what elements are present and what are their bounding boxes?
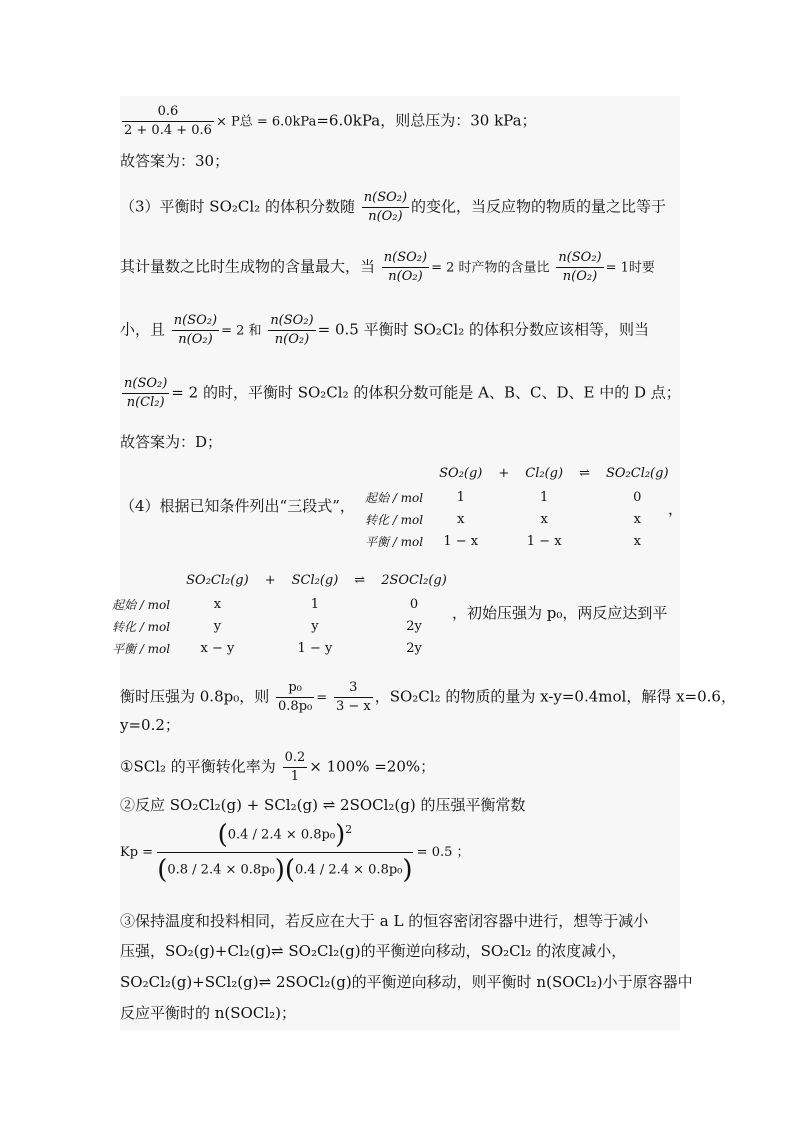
fraction: $\frac{\text{n(SO₂)}}{\text{n(Cl₂)}}$ bbox=[124, 376, 168, 410]
row-label: 转化 / mol bbox=[365, 512, 424, 527]
fraction: $\frac{\text{n(SO₂)}}{\text{n(O₂)}}$ bbox=[558, 250, 602, 284]
fraction: $\frac{0.6}{2 + 0.4 + 0.6}$ bbox=[124, 104, 212, 138]
fraction: $\frac{\text{n(SO₂)}}{\text{n(O₂)}}$ bbox=[383, 250, 428, 284]
eq-term: SO₂(g) bbox=[439, 465, 483, 481]
conversion-rate-line: ①SCl₂ 的平衡转化率为 $\frac{0.2}{1}$ × 100% =20%； bbox=[120, 750, 436, 784]
fraction: $\frac{\text{n(SO₂)}}{\text{n(O₂)}}$ bbox=[270, 313, 314, 347]
part3-line4: $\frac{\text{n(SO₂)}}{\text{n(Cl₂)}}$ = 2 的时，平衡时 SO₂Cl₂ 的体积分数可能是 A、B、C、D、E 中的 D 点； bbox=[124, 376, 681, 410]
kp-fraction: $\frac{(0.4 / 2.4 \times 0.8p_0)^2}{\text{(0.8 / 2.4 × 0.8p₀)(0.4 / 2.4 × 0.8p₀)}}$ bbox=[157, 820, 413, 885]
three-stage-table-2: SO₂Cl₂(g) + SCl₂(g) ⇌ 2SOCl₂(g) 起始 / mol x 1 0 转化 / mol y y 2y 平衡 / mol x − y 1 − y 2y bbox=[112, 567, 455, 659]
kp-intro-line: ②反应 SO₂Cl₂(g) + SCl₂(g) ⇌ 2SOCl₂(g) 的压强平衡常数 bbox=[120, 796, 526, 814]
part3-line3: 小，且 $\frac{\text{n(SO₂)}}{\text{n(O₂)}}$ = 2 和 $\frac{\text{n(SO₂)}}{\text{n(O₂)}}$ = 0.5 平衡时 SO₂Cl₂ 的体积分数应该相等，则当 bbox=[120, 313, 649, 347]
document-page bbox=[120, 96, 680, 1030]
part4-label: （4）根据已知条件列出“三段式”， bbox=[120, 497, 355, 515]
fraction: $\frac{\text{n(SO₂)}}{\text{n(O₂)}}$ bbox=[363, 190, 408, 224]
fraction: $\frac{3}{3 - x}$ bbox=[335, 680, 371, 714]
pressure-ratio-line: 衡时压强为 0.8p₀，则 $\frac{\text{p₀}}{\text{0.8p₀}}$ = $\frac{3}{3 - x}$ ，SO₂Cl₂ 的物质的量为 x-y=0.4mol，解得 x=0.6， bbox=[120, 680, 736, 714]
part3-line2: 其计量数之比时生成物的含量最大，当 $\frac{\text{n(SO₂)}}{\text{n(O₂)}}$ = 2 时产物的含量比 $\frac{\text{n(SO₂)}}{\text{n(O₂)}}$ = 1时要 bbox=[120, 250, 655, 284]
part3c-line2: 压强，SO₂(g)+Cl₂(g)⇌ SO₂Cl₂(g)的平衡逆向移动，SO₂Cl₂ 的浓度减小， bbox=[120, 942, 627, 960]
table1-trail: ， bbox=[668, 500, 684, 518]
part3c-line1: ③保持温度和投料相同，若反应在大于 a L 的恒容密闭容器中进行，想等于减小 bbox=[120, 912, 649, 930]
eq-term: ⇌ bbox=[354, 572, 366, 588]
part3c-line3: SO₂Cl₂(g)+SCl₂(g)⇌ 2SOCl₂(g)的平衡逆向移动，则平衡时 n(SOCl₂)小于原容器中 bbox=[120, 973, 693, 991]
row-label: 起始 / mol bbox=[365, 490, 424, 505]
eq-term: 2SOCl₂(g) bbox=[381, 572, 447, 588]
answer-line-30: 故答案为：30； bbox=[120, 152, 230, 170]
row-label: 平衡 / mol bbox=[112, 641, 171, 656]
eq-term: Cl₂(g) bbox=[525, 465, 564, 481]
three-stage-table-1: SO₂(g) + Cl₂(g) ⇌ SO₂Cl₂(g) 起始 / mol 1 1 0 转化 / mol x x x 平衡 / mol 1 − x 1 − x x bbox=[365, 460, 677, 552]
eq-term: + bbox=[498, 465, 510, 481]
kp-formula: Kp = $\frac{(0.4 / 2.4 \times 0.8p_0)^2}{\text{(0.8 / 2.4 × 0.8p₀)(0.4 / 2.4 × 0.8p₀)}}$ = 0.5 ； bbox=[120, 820, 470, 885]
part3-intro: （3）平衡时 SO₂Cl₂ 的体积分数随 $\frac{\text{n(SO₂)}}{\text{n(O₂)}}$ 的变化，当反应物的物质的量之比等于 bbox=[120, 190, 667, 224]
eq-term: + bbox=[264, 572, 276, 588]
fraction: $\frac{0.2}{1}$ bbox=[284, 750, 306, 784]
row-label: 起始 / mol bbox=[112, 597, 171, 612]
row-label: 转化 / mol bbox=[112, 619, 171, 634]
y-value-line: y=0.2； bbox=[120, 716, 180, 734]
eq-term: ⇌ bbox=[579, 465, 590, 481]
line-total-pressure: $\frac{0.6}{2 + 0.4 + 0.6}$ × P总 = 6.0kPa=6.0kPa，则总压为：30 kPa； bbox=[124, 104, 537, 138]
eq-term: SCl₂(g) bbox=[291, 572, 339, 588]
eq-term: SO₂Cl₂(g) bbox=[186, 572, 249, 588]
fraction: $\frac{\text{p₀}}{\text{0.8p₀}}$ bbox=[278, 680, 313, 714]
row-label: 平衡 / mol bbox=[365, 534, 424, 549]
eq-term: SO₂Cl₂(g) bbox=[605, 465, 669, 481]
table2-trail: ，初始压强为 p₀，两反应达到平 bbox=[452, 604, 668, 622]
fraction: $\frac{\text{n(SO₂)}}{\text{n(O₂)}}$ bbox=[173, 313, 218, 347]
part3c-line4: 反应平衡时的 n(SOCl₂)； bbox=[120, 1004, 296, 1022]
answer-line-d: 故答案为：D； bbox=[120, 433, 223, 451]
